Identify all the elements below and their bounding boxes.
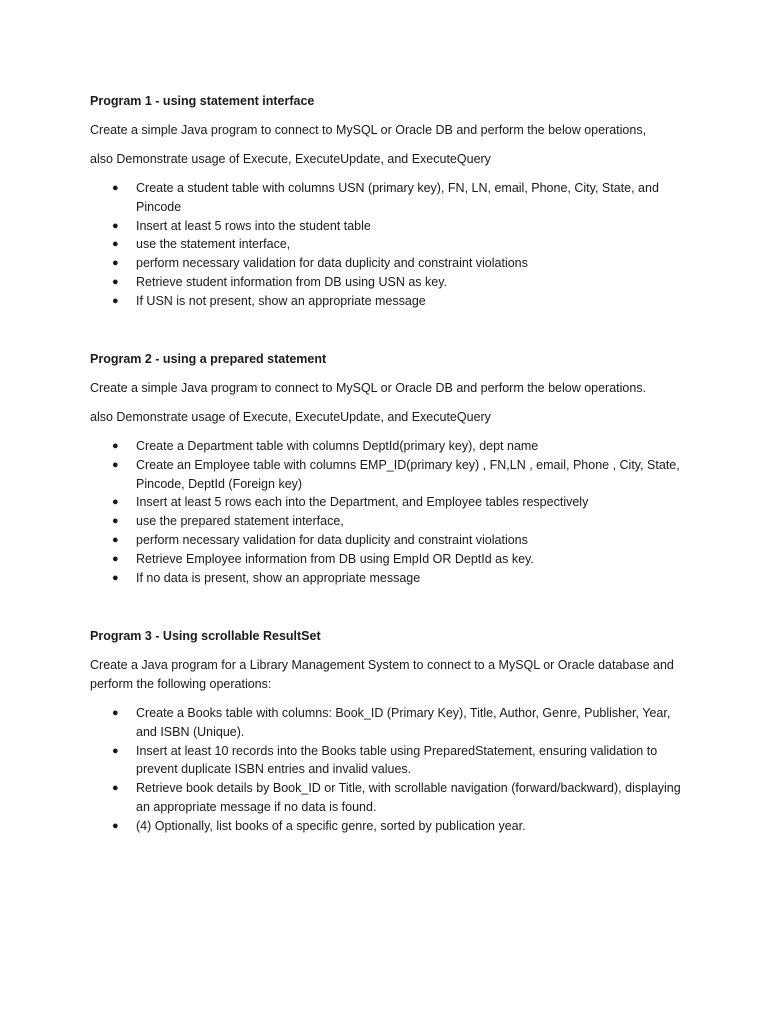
list-item-text: perform necessary validation for data duplicity and constraint violations (136, 532, 528, 547)
bullet-icon: ● (112, 182, 119, 194)
list-item-text: use the prepared statement interface, (136, 514, 344, 529)
program-3-bullet-list (90, 704, 690, 836)
program-3-paragraph-1: Create a Java program for a Library Management System to connect to a MySQL or Oracle database and perform the following operations: (90, 658, 674, 691)
list-item (90, 569, 690, 588)
program-1-bullet-list (90, 179, 690, 311)
list-item (90, 817, 690, 836)
bullet-icon: ● (112, 552, 119, 565)
program-2-bullet-list (90, 437, 690, 587)
list-item (90, 512, 690, 531)
program-2-section (90, 350, 690, 587)
list-item-text: If no data is present, show an appropriate message (136, 570, 421, 585)
list-item (90, 704, 690, 742)
list-item (90, 779, 690, 817)
program-3-section (90, 627, 690, 836)
program-1-paragraph-2: also Demonstrate usage of Execute, ExecuteUpdate, and ExecuteQuery (90, 152, 491, 166)
program-2-paragraph-1: Create a simple Java program to connect to MySQL or Oracle DB and perform the below operations. (90, 381, 647, 395)
bullet-icon: ● (112, 571, 119, 584)
list-item (90, 531, 690, 550)
bullet-icon: ● (112, 238, 119, 251)
list-item-text: Retrieve book details by Book_ID or Title, with scrollable navigation (forward/backward), displaying an appropriate message if no data is found. (136, 781, 681, 814)
list-item (90, 179, 690, 217)
list-item-text: Create a student table with columns USN (primary key), FN, LN, email, Phone, City, State, and Pincode (136, 181, 659, 214)
list-item (90, 437, 690, 456)
program-1-title: Program 1 - using statement interface (90, 94, 315, 108)
bullet-icon: ● (112, 275, 119, 288)
bullet-icon: ● (112, 257, 119, 270)
program-3-title: Program 3 - Using scrollable ResultSet (90, 629, 321, 643)
list-item-text: use the statement interface, (136, 237, 291, 252)
bullet-icon: ● (112, 294, 119, 307)
list-item-text: Insert at least 5 rows each into the Department, and Employee tables respectively (136, 495, 589, 510)
bullet-icon: ● (112, 515, 119, 528)
bullet-icon: ● (112, 744, 119, 757)
list-item (90, 292, 690, 311)
bullet-icon: ● (112, 219, 119, 232)
list-item-text: Create an Employee table with columns EMP_ID(primary key) , FN,LN , email, Phone , City, State, Pincode, DeptId (Foreign key) (136, 457, 680, 491)
list-item (90, 456, 690, 494)
list-item (90, 235, 690, 254)
list-item-text: perform necessary validation for data duplicity and constraint violations (136, 256, 528, 271)
program-2-title: Program 2 - using a prepared statement (90, 352, 327, 366)
bullet-icon: ● (112, 496, 119, 509)
list-item (90, 742, 690, 780)
list-item-text: Create a Books table with columns: Book_ID (Primary Key), Title, Author, Genre, Publisher, Year, and ISBN (Unique). (136, 706, 671, 739)
program-1-section (90, 92, 690, 311)
list-item-text: Retrieve Employee information from DB using EmpId OR DeptId as key. (136, 551, 534, 566)
list-item-text: Insert at least 5 rows into the student table (136, 218, 371, 233)
bullet-icon: ● (112, 533, 119, 546)
bullet-icon: ● (112, 440, 119, 452)
program-1-paragraph-1: Create a simple Java program to connect to MySQL or Oracle DB and perform the below operations, (90, 123, 647, 137)
list-item (90, 550, 690, 569)
list-item-text: Insert at least 10 records into the Books table using PreparedStatement, ensuring validation to prevent duplicate ISBN entries and invalid values. (136, 743, 658, 777)
bullet-icon: ● (112, 707, 119, 719)
list-item (90, 254, 690, 273)
list-item (90, 493, 690, 512)
bullet-icon: ● (112, 782, 119, 795)
list-item-text: Retrieve student information from DB using USN as key. (136, 274, 448, 289)
list-item-text: (4) Optionally, list books of a specific genre, sorted by publication year. (136, 818, 526, 833)
bullet-icon: ● (112, 819, 119, 832)
list-item-text: Create a Department table with columns DeptId(primary key), dept name (136, 439, 539, 453)
list-item-text: If USN is not present, show an appropriate message (136, 293, 426, 308)
list-item (90, 217, 690, 236)
bullet-icon: ● (112, 458, 119, 471)
program-2-paragraph-2: also Demonstrate usage of Execute, ExecuteUpdate, and ExecuteQuery (90, 410, 491, 424)
list-item (90, 273, 690, 292)
